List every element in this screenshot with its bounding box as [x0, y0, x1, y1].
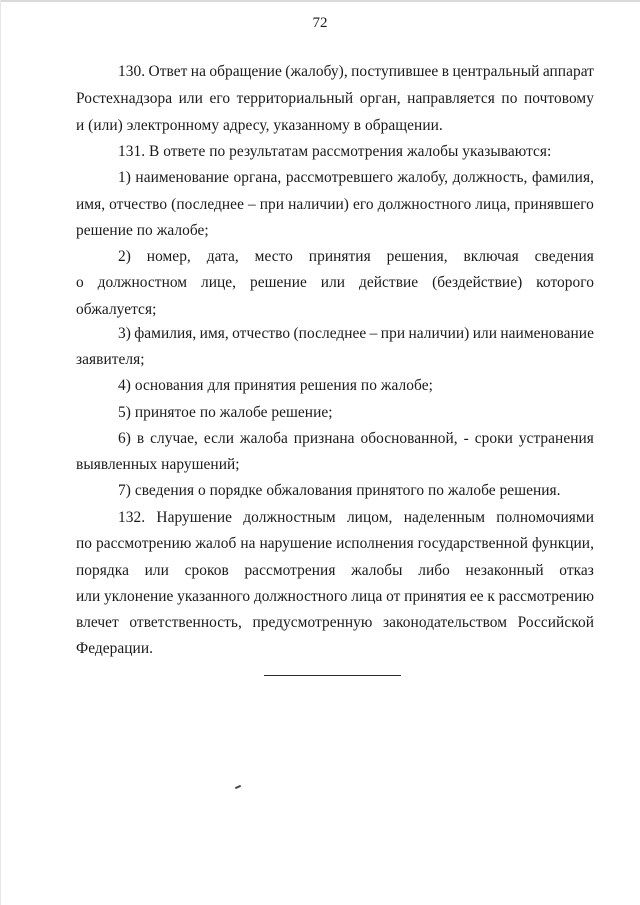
text-word: жалоба [239, 430, 288, 447]
text-word: решение [250, 274, 307, 291]
text-word: законодательством [383, 614, 508, 631]
text-line [76, 587, 594, 607]
scan-edge-left [0, 0, 1, 905]
text-word: предусмотренную [252, 614, 373, 631]
text-line [118, 142, 551, 162]
scan-edge-top [0, 0, 640, 2]
text-line [118, 62, 594, 82]
text-word: дата, [206, 248, 239, 265]
text-word: поступившее [351, 63, 439, 80]
text-word: лицом, [346, 509, 393, 526]
text-line [118, 168, 594, 188]
text-word: наименование [135, 169, 230, 186]
text-word: 2) [118, 248, 131, 265]
text-word: имя, [199, 325, 229, 342]
text-word: отказ [559, 562, 594, 579]
text-word: фамилия, [531, 169, 594, 186]
text-word: или [178, 90, 203, 107]
text-line [118, 324, 594, 344]
text-word: от [386, 588, 401, 605]
text-word: уклонение [104, 588, 174, 605]
text-word: случае, [150, 430, 198, 447]
text-word: направляется [407, 90, 495, 107]
text-line [118, 247, 594, 267]
text-word: наделенным [403, 509, 485, 526]
text-word: обращение [209, 63, 282, 80]
text-word: указанного [177, 588, 251, 605]
text-word: лица [351, 588, 383, 605]
text-word: сроки [474, 430, 513, 447]
page-number: 72 [312, 15, 328, 31]
text-word: лице, [201, 274, 237, 291]
scan-speck [235, 785, 241, 789]
text-word: незаконный [465, 562, 544, 579]
text-line [118, 481, 561, 501]
text-word: по [501, 90, 518, 107]
text-word: либо [418, 562, 450, 579]
text-word: в [441, 63, 450, 80]
text-word: по [76, 535, 93, 552]
text-word: место [254, 248, 293, 265]
text-line [76, 195, 594, 215]
text-word: полномочиями [496, 509, 594, 526]
text-line [76, 455, 240, 475]
text-word: Ответ [148, 63, 188, 80]
text-line [76, 613, 594, 633]
text-word: рассмотрению [498, 588, 594, 605]
text-word: жалоб [195, 535, 237, 552]
text-word: или [320, 274, 346, 291]
text-word: признана [293, 430, 355, 447]
text-line [76, 273, 594, 293]
text-word: номер, [146, 248, 191, 265]
text-word: принявшего [514, 196, 594, 213]
text-word: его [352, 196, 374, 213]
text-word: или [144, 562, 169, 579]
text-line [118, 376, 433, 396]
text-word: лица, [475, 196, 511, 213]
text-word: почтовому [524, 90, 594, 107]
section-end-rule [264, 675, 401, 676]
text-word: о [76, 274, 84, 291]
text-word: должность, [452, 169, 528, 186]
text-line [76, 221, 209, 241]
text-word: или [472, 325, 497, 342]
text-line [118, 508, 594, 528]
text-word: должностного [253, 588, 348, 605]
text-word: в [136, 430, 145, 447]
text-word: центральный [452, 63, 540, 80]
text-word: включая [463, 248, 519, 265]
text-word: 6) [118, 430, 131, 447]
text-line [118, 429, 594, 449]
text-word: ответственность, [129, 614, 242, 631]
text-line [76, 89, 594, 109]
text-word: Федерации. [76, 640, 154, 657]
text-word: отчество [109, 196, 168, 213]
text-word: аппарат [542, 63, 594, 80]
text-word: 3) [118, 325, 131, 342]
text-word: орган, [359, 90, 401, 107]
text-word: органа, [233, 169, 282, 186]
text-word: имя, [76, 196, 106, 213]
text-line [76, 350, 145, 370]
text-word: наименование [500, 325, 594, 342]
text-line [76, 116, 443, 136]
text-word: сведения [534, 248, 594, 265]
text-word: заявителя; [76, 351, 145, 368]
text-word: 130. [118, 63, 146, 80]
text-word: обжалуется; [76, 301, 157, 318]
text-word: сроков [184, 562, 229, 579]
text-word: при [259, 196, 285, 213]
text-word: Российской [517, 614, 594, 631]
text-word: 1) [118, 169, 131, 186]
text-word: принятия [404, 588, 467, 605]
text-word: наличии) [288, 196, 349, 213]
text-word: принятия [308, 248, 371, 265]
text-word: должностным [243, 509, 336, 526]
text-word: устранения [518, 430, 594, 447]
text-word: нарушение [259, 535, 333, 552]
text-word: (жалобу), [285, 63, 348, 80]
text-line [76, 300, 156, 320]
text-word: порядка [76, 562, 129, 579]
text-word: решения, [386, 248, 448, 265]
text-word: выявленных нарушений; [76, 456, 240, 473]
text-word: рассмотрению [95, 535, 192, 552]
text-word: (последнее [171, 196, 244, 213]
text-word: исполнения [336, 535, 414, 552]
text-word: влечет [76, 614, 119, 631]
text-word: жалобы [351, 562, 403, 579]
text-word: 7) сведения о порядке обжалования принятого по жалобе решения. [118, 482, 561, 499]
text-word: – [247, 196, 256, 213]
text-word: или [76, 588, 101, 605]
text-word: 4) основания для принятия решения по жалобе; [118, 377, 433, 394]
text-word: Нарушение [156, 509, 232, 526]
text-line [118, 403, 333, 423]
text-word: наличии) [408, 325, 470, 342]
text-word: ее [469, 588, 484, 605]
text-word: на [190, 63, 206, 80]
text-word: его [209, 90, 231, 107]
text-word: рассмотрения [244, 562, 336, 579]
text-word: - [463, 430, 469, 447]
text-line [76, 561, 594, 581]
text-word: 5) принятое по жалобе решение; [118, 404, 333, 421]
text-word: и (или) электронному адресу, указанному в обращении. [76, 117, 443, 134]
text-word: 132. [118, 509, 146, 526]
text-word: (бездействие) [432, 274, 523, 291]
text-word: функции, [532, 535, 594, 552]
text-word: – [369, 325, 378, 342]
text-word: государственной [417, 535, 529, 552]
text-word: должностного [377, 196, 472, 213]
text-word: обоснованной, [360, 430, 458, 447]
text-word: территориальный [236, 90, 354, 107]
text-word: (последнее [293, 325, 367, 342]
text-word: решение по жалобе; [76, 222, 209, 239]
text-word: должностном [97, 274, 188, 291]
text-word: на [240, 535, 256, 552]
text-word: которого [536, 274, 594, 291]
text-word: фамилия, [134, 325, 197, 342]
text-word: действие [359, 274, 419, 291]
text-word: Ростехнадзора [76, 90, 173, 107]
text-word: отчество [232, 325, 291, 342]
text-word: рассмотревшего [285, 169, 393, 186]
text-word: 131. В ответе по результатам рассмотрения жалобы указываются: [118, 143, 552, 160]
text-word: при [380, 325, 406, 342]
text-word: к [487, 588, 495, 605]
text-line [76, 534, 594, 554]
text-word: если [203, 430, 234, 447]
text-line [76, 639, 153, 659]
text-word: жалобу, [397, 169, 449, 186]
